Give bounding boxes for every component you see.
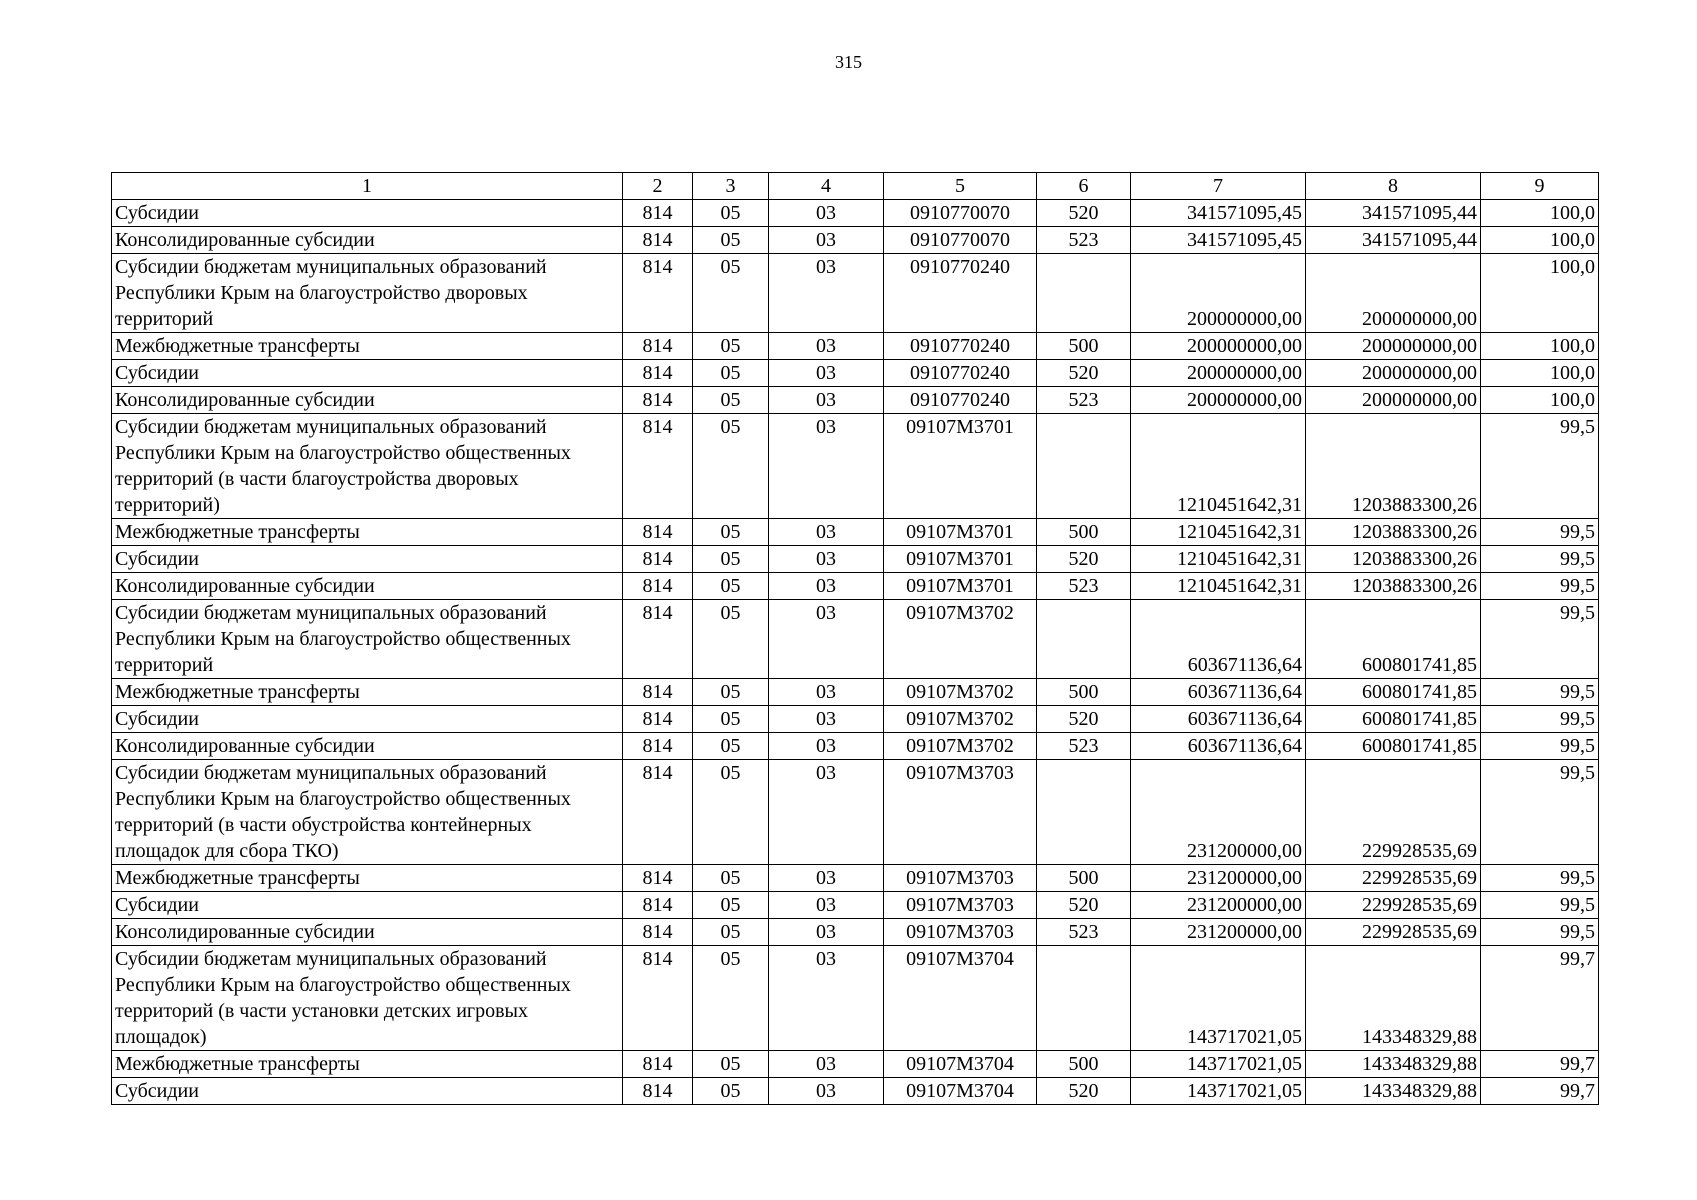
header-cell: 2 [623, 173, 693, 200]
code-5-cell: 0910770070 [884, 200, 1037, 227]
code-3-cell: 05 [693, 546, 769, 573]
table-row [112, 706, 1599, 733]
code-6-cell: 500 [1037, 865, 1131, 892]
code-3-cell: 05 [693, 387, 769, 414]
code-2-cell: 814 [623, 1051, 693, 1078]
code-3-cell: 05 [693, 892, 769, 919]
code-3-cell: 05 [693, 946, 769, 1051]
percent-cell: 100,0 [1481, 333, 1599, 360]
code-5-cell: 0910770240 [884, 360, 1037, 387]
code-3-cell: 05 [693, 573, 769, 600]
amount-fact-cell: 1203883300,26 [1306, 519, 1481, 546]
code-6-cell: 500 [1037, 519, 1131, 546]
code-4-cell: 03 [769, 387, 884, 414]
code-6-cell [1037, 760, 1131, 865]
code-5-cell: 0910770240 [884, 333, 1037, 360]
table-header-row [112, 173, 1599, 200]
row-name-cell: Субсидии [112, 546, 623, 573]
amount-fact-cell: 200000000,00 [1306, 360, 1481, 387]
amount-fact-cell: 1203883300,26 [1306, 546, 1481, 573]
code-4-cell: 03 [769, 865, 884, 892]
amount-fact-cell: 600801741,85 [1306, 600, 1481, 679]
table-row [112, 733, 1599, 760]
code-4-cell: 03 [769, 360, 884, 387]
code-2-cell: 814 [623, 254, 693, 333]
table-row [112, 387, 1599, 414]
row-name-cell: Консолидированные субсидии [112, 227, 623, 254]
code-6-cell [1037, 600, 1131, 679]
row-name-cell: Межбюджетные трансферты [112, 519, 623, 546]
amount-plan-cell: 603671136,64 [1131, 706, 1306, 733]
row-name-cell: Субсидии [112, 1078, 623, 1105]
code-3-cell: 05 [693, 227, 769, 254]
code-2-cell: 814 [623, 919, 693, 946]
code-6-cell: 500 [1037, 333, 1131, 360]
percent-cell: 99,7 [1481, 1078, 1599, 1105]
percent-cell: 99,5 [1481, 919, 1599, 946]
header-cell: 8 [1306, 173, 1481, 200]
code-2-cell: 814 [623, 200, 693, 227]
code-6-cell: 523 [1037, 227, 1131, 254]
table-row [112, 200, 1599, 227]
row-name-cell: Субсидии бюджетам муниципальных образований Республики Крым на благоустройство дворовых территорий [112, 254, 623, 333]
amount-plan-cell: 200000000,00 [1131, 254, 1306, 333]
amount-plan-cell: 1210451642,31 [1131, 519, 1306, 546]
table-row [112, 600, 1599, 679]
code-2-cell: 814 [623, 679, 693, 706]
code-4-cell: 03 [769, 946, 884, 1051]
code-3-cell: 05 [693, 360, 769, 387]
percent-cell: 99,5 [1481, 865, 1599, 892]
percent-cell: 99,7 [1481, 946, 1599, 1051]
row-name-cell: Консолидированные субсидии [112, 919, 623, 946]
table-row [112, 760, 1599, 865]
code-5-cell: 0910770070 [884, 227, 1037, 254]
row-name-cell: Субсидии бюджетам муниципальных образований Республики Крым на благоустройство общественных территорий (в части установки детских игровых площадок) [112, 946, 623, 1051]
row-name-cell: Межбюджетные трансферты [112, 333, 623, 360]
code-6-cell: 523 [1037, 733, 1131, 760]
code-3-cell: 05 [693, 1078, 769, 1105]
table-row [112, 227, 1599, 254]
amount-plan-cell: 200000000,00 [1131, 360, 1306, 387]
amount-plan-cell: 1210451642,31 [1131, 573, 1306, 600]
code-2-cell: 814 [623, 946, 693, 1051]
code-6-cell: 523 [1037, 387, 1131, 414]
amount-fact-cell: 229928535,69 [1306, 760, 1481, 865]
row-name-cell: Консолидированные субсидии [112, 573, 623, 600]
code-6-cell: 520 [1037, 1078, 1131, 1105]
code-2-cell: 814 [623, 519, 693, 546]
code-2-cell: 814 [623, 387, 693, 414]
code-2-cell: 814 [623, 360, 693, 387]
amount-plan-cell: 143717021,05 [1131, 1051, 1306, 1078]
code-2-cell: 814 [623, 600, 693, 679]
amount-fact-cell: 200000000,00 [1306, 387, 1481, 414]
code-6-cell: 520 [1037, 546, 1131, 573]
code-5-cell: 09107M3702 [884, 706, 1037, 733]
amount-plan-cell: 231200000,00 [1131, 760, 1306, 865]
percent-cell: 100,0 [1481, 360, 1599, 387]
amount-fact-cell: 600801741,85 [1306, 733, 1481, 760]
code-4-cell: 03 [769, 1051, 884, 1078]
header-cell: 1 [112, 173, 623, 200]
code-6-cell: 500 [1037, 679, 1131, 706]
code-2-cell: 814 [623, 892, 693, 919]
header-cell: 6 [1037, 173, 1131, 200]
percent-cell: 99,5 [1481, 706, 1599, 733]
code-5-cell: 09107M3703 [884, 760, 1037, 865]
amount-fact-cell: 143348329,88 [1306, 1051, 1481, 1078]
amount-plan-cell: 603671136,64 [1131, 600, 1306, 679]
percent-cell: 100,0 [1481, 254, 1599, 333]
table-row [112, 1051, 1599, 1078]
code-3-cell: 05 [693, 865, 769, 892]
table-row [112, 519, 1599, 546]
amount-plan-cell: 1210451642,31 [1131, 414, 1306, 519]
amount-fact-cell: 229928535,69 [1306, 865, 1481, 892]
code-5-cell: 09107M3701 [884, 546, 1037, 573]
amount-fact-cell: 143348329,88 [1306, 946, 1481, 1051]
code-5-cell: 09107M3701 [884, 573, 1037, 600]
amount-plan-cell: 200000000,00 [1131, 387, 1306, 414]
percent-cell: 99,5 [1481, 573, 1599, 600]
row-name-cell: Субсидии бюджетам муниципальных образований Республики Крым на благоустройство общественных территорий (в части благоустройства дворовых территорий) [112, 414, 623, 519]
code-3-cell: 05 [693, 600, 769, 679]
amount-fact-cell: 200000000,00 [1306, 254, 1481, 333]
percent-cell: 99,5 [1481, 760, 1599, 865]
amount-plan-cell: 200000000,00 [1131, 333, 1306, 360]
amount-fact-cell: 1203883300,26 [1306, 414, 1481, 519]
percent-cell: 99,7 [1481, 1051, 1599, 1078]
amount-plan-cell: 231200000,00 [1131, 919, 1306, 946]
code-5-cell: 09107M3701 [884, 519, 1037, 546]
percent-cell: 99,5 [1481, 414, 1599, 519]
code-2-cell: 814 [623, 760, 693, 865]
code-4-cell: 03 [769, 600, 884, 679]
code-4-cell: 03 [769, 519, 884, 546]
row-name-cell: Субсидии [112, 360, 623, 387]
code-4-cell: 03 [769, 546, 884, 573]
code-2-cell: 814 [623, 706, 693, 733]
code-5-cell: 09107M3702 [884, 600, 1037, 679]
code-3-cell: 05 [693, 706, 769, 733]
amount-plan-cell: 231200000,00 [1131, 892, 1306, 919]
table-row [112, 892, 1599, 919]
code-4-cell: 03 [769, 573, 884, 600]
percent-cell: 99,5 [1481, 546, 1599, 573]
code-6-cell: 520 [1037, 892, 1131, 919]
row-name-cell: Субсидии [112, 892, 623, 919]
percent-cell: 99,5 [1481, 519, 1599, 546]
table-row [112, 414, 1599, 519]
code-3-cell: 05 [693, 760, 769, 865]
code-4-cell: 03 [769, 760, 884, 865]
code-3-cell: 05 [693, 679, 769, 706]
amount-fact-cell: 600801741,85 [1306, 706, 1481, 733]
row-name-cell: Консолидированные субсидии [112, 387, 623, 414]
row-name-cell: Консолидированные субсидии [112, 733, 623, 760]
table-row [112, 254, 1599, 333]
code-3-cell: 05 [693, 333, 769, 360]
header-cell: 3 [693, 173, 769, 200]
header-cell: 4 [769, 173, 884, 200]
percent-cell: 99,5 [1481, 733, 1599, 760]
page-number: 315 [835, 52, 862, 72]
code-2-cell: 814 [623, 414, 693, 519]
code-4-cell: 03 [769, 200, 884, 227]
code-4-cell: 03 [769, 892, 884, 919]
amount-plan-cell: 143717021,05 [1131, 946, 1306, 1051]
code-5-cell: 09107M3703 [884, 919, 1037, 946]
amount-fact-cell: 1203883300,26 [1306, 573, 1481, 600]
percent-cell: 100,0 [1481, 227, 1599, 254]
row-name-cell: Межбюджетные трансферты [112, 1051, 623, 1078]
table-row [112, 679, 1599, 706]
amount-fact-cell: 200000000,00 [1306, 333, 1481, 360]
percent-cell: 100,0 [1481, 200, 1599, 227]
row-name-cell: Субсидии бюджетам муниципальных образований Республики Крым на благоустройство общественных территорий [112, 600, 623, 679]
amount-plan-cell: 143717021,05 [1131, 1078, 1306, 1105]
budget-table [111, 172, 1599, 1105]
table-row [112, 865, 1599, 892]
table-row [112, 1078, 1599, 1105]
amount-fact-cell: 229928535,69 [1306, 892, 1481, 919]
code-5-cell: 0910770240 [884, 387, 1037, 414]
code-2-cell: 814 [623, 333, 693, 360]
header-cell: 9 [1481, 173, 1599, 200]
code-6-cell: 500 [1037, 1051, 1131, 1078]
code-5-cell: 09107M3701 [884, 414, 1037, 519]
percent-cell: 100,0 [1481, 387, 1599, 414]
code-2-cell: 814 [623, 546, 693, 573]
code-6-cell [1037, 946, 1131, 1051]
code-5-cell: 09107M3703 [884, 892, 1037, 919]
code-6-cell [1037, 414, 1131, 519]
code-4-cell: 03 [769, 227, 884, 254]
percent-cell: 99,5 [1481, 600, 1599, 679]
table-row [112, 573, 1599, 600]
code-4-cell: 03 [769, 679, 884, 706]
code-2-cell: 814 [623, 1078, 693, 1105]
table-row [112, 546, 1599, 573]
row-name-cell: Субсидии [112, 706, 623, 733]
table-row [112, 360, 1599, 387]
code-6-cell: 523 [1037, 573, 1131, 600]
amount-fact-cell: 341571095,44 [1306, 227, 1481, 254]
percent-cell: 99,5 [1481, 679, 1599, 706]
code-5-cell: 0910770240 [884, 254, 1037, 333]
table-row [112, 919, 1599, 946]
amount-plan-cell: 231200000,00 [1131, 865, 1306, 892]
amount-plan-cell: 341571095,45 [1131, 227, 1306, 254]
code-6-cell: 523 [1037, 919, 1131, 946]
amount-plan-cell: 1210451642,31 [1131, 546, 1306, 573]
code-3-cell: 05 [693, 1051, 769, 1078]
table-row [112, 946, 1599, 1051]
amount-plan-cell: 603671136,64 [1131, 733, 1306, 760]
amount-fact-cell: 600801741,85 [1306, 679, 1481, 706]
row-name-cell: Межбюджетные трансферты [112, 865, 623, 892]
code-3-cell: 05 [693, 733, 769, 760]
code-5-cell: 09107M3703 [884, 865, 1037, 892]
code-4-cell: 03 [769, 1078, 884, 1105]
table-row [112, 333, 1599, 360]
code-5-cell: 09107M3704 [884, 1078, 1037, 1105]
header-cell: 5 [884, 173, 1037, 200]
amount-fact-cell: 229928535,69 [1306, 919, 1481, 946]
code-6-cell [1037, 254, 1131, 333]
code-4-cell: 03 [769, 706, 884, 733]
code-5-cell: 09107M3702 [884, 733, 1037, 760]
code-2-cell: 814 [623, 733, 693, 760]
code-3-cell: 05 [693, 254, 769, 333]
code-5-cell: 09107M3704 [884, 1051, 1037, 1078]
code-5-cell: 09107M3702 [884, 679, 1037, 706]
code-3-cell: 05 [693, 519, 769, 546]
amount-fact-cell: 341571095,44 [1306, 200, 1481, 227]
row-name-cell: Межбюджетные трансферты [112, 679, 623, 706]
code-4-cell: 03 [769, 254, 884, 333]
amount-plan-cell: 341571095,45 [1131, 200, 1306, 227]
code-5-cell: 09107M3704 [884, 946, 1037, 1051]
code-2-cell: 814 [623, 573, 693, 600]
code-2-cell: 814 [623, 227, 693, 254]
code-3-cell: 05 [693, 919, 769, 946]
amount-plan-cell: 603671136,64 [1131, 679, 1306, 706]
code-4-cell: 03 [769, 919, 884, 946]
percent-cell: 99,5 [1481, 892, 1599, 919]
table-body [112, 200, 1599, 1105]
header-cell: 7 [1131, 173, 1306, 200]
code-3-cell: 05 [693, 200, 769, 227]
code-6-cell: 520 [1037, 706, 1131, 733]
row-name-cell: Субсидии [112, 200, 623, 227]
code-3-cell: 05 [693, 414, 769, 519]
row-name-cell: Субсидии бюджетам муниципальных образований Республики Крым на благоустройство общественных территорий (в части обустройства контейнерных площадок для сбора ТКО) [112, 760, 623, 865]
code-6-cell: 520 [1037, 360, 1131, 387]
amount-fact-cell: 143348329,88 [1306, 1078, 1481, 1105]
code-4-cell: 03 [769, 333, 884, 360]
code-4-cell: 03 [769, 414, 884, 519]
code-2-cell: 814 [623, 865, 693, 892]
code-6-cell: 520 [1037, 200, 1131, 227]
code-4-cell: 03 [769, 733, 884, 760]
